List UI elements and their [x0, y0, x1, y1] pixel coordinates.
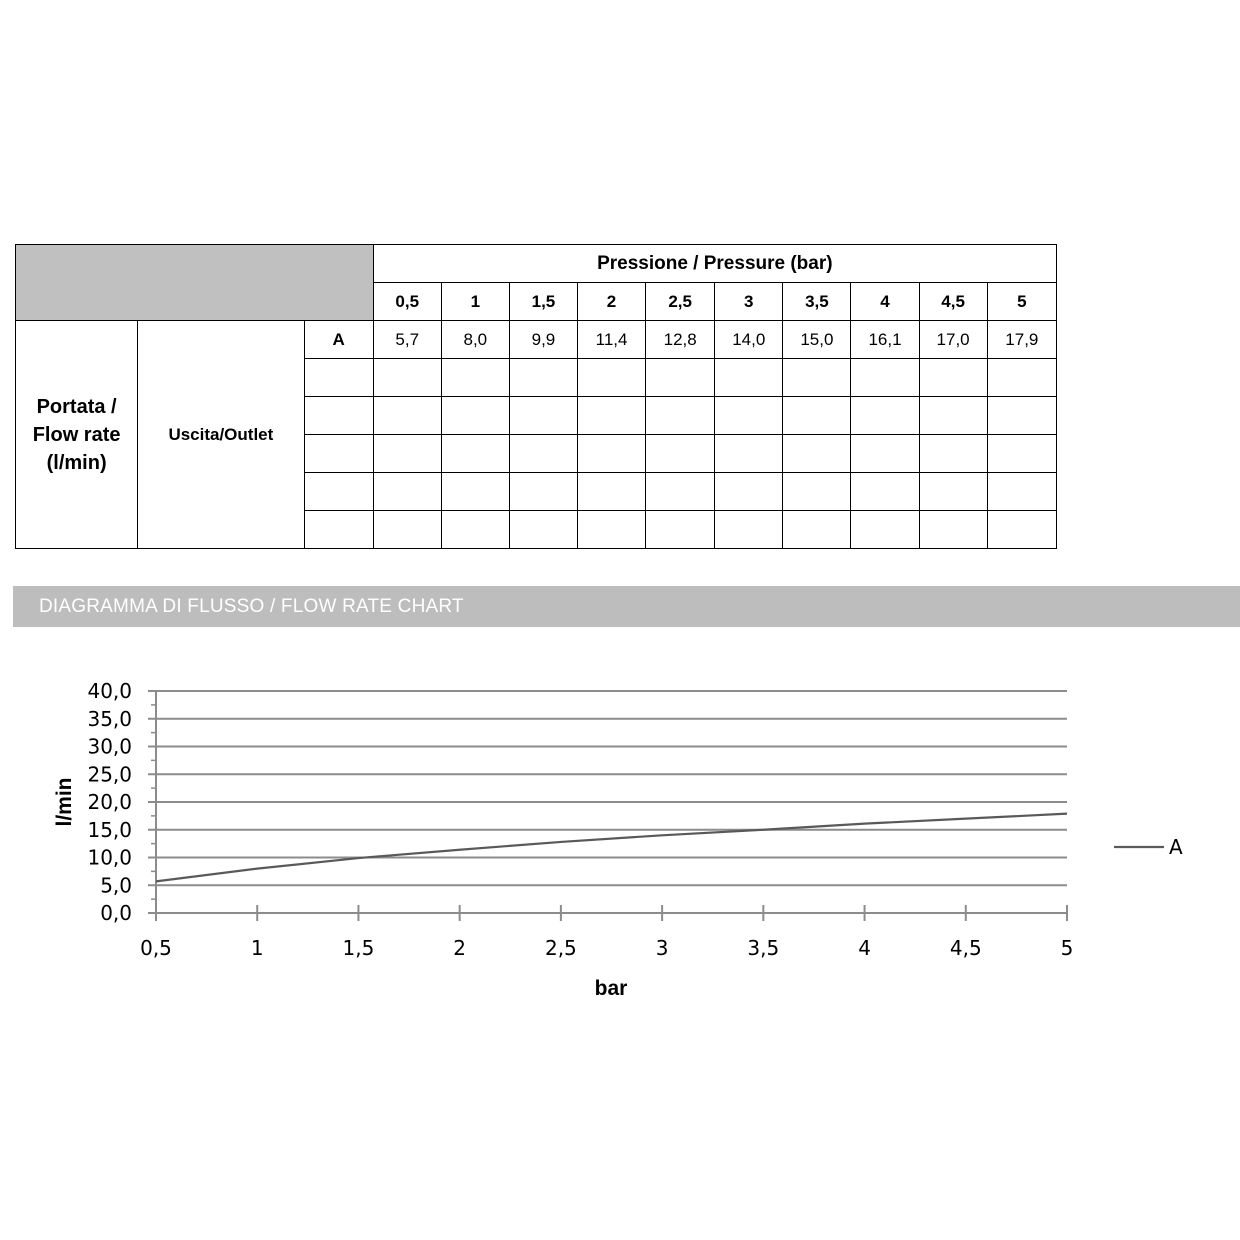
value-cell: 16,1 — [851, 321, 919, 359]
y-tick-label: 10,0 — [87, 845, 132, 870]
x-tick-label: 2,5 — [544, 936, 577, 960]
x-tick-label: 2 — [453, 936, 467, 960]
pressure-cell: 4 — [851, 283, 919, 321]
pressure-cell: 3,5 — [783, 283, 851, 321]
flow-rate-label-line: Portata / — [36, 395, 117, 418]
legend-label: A — [1169, 835, 1183, 859]
value-cell: 17,0 — [919, 321, 987, 359]
grid-lines — [156, 691, 1067, 885]
section-banner: DIAGRAMMA DI FLUSSO / FLOW RATE CHART — [13, 586, 1240, 627]
value-cell: 14,0 — [715, 321, 783, 359]
value-cell: 15,0 — [783, 321, 851, 359]
pressure-cell: 2 — [577, 283, 645, 321]
pressure-header: Pressione / Pressure (bar) — [373, 245, 1056, 283]
value-cell: 11,4 — [577, 321, 645, 359]
y-tick-label: 40,0 — [87, 679, 132, 703]
x-tick-label: 4,5 — [949, 936, 982, 960]
value-cell: 5,7 — [373, 321, 441, 359]
y-tick-label: 30,0 — [87, 734, 132, 759]
x-tick-label: 5 — [1060, 936, 1074, 960]
series-lines — [156, 814, 1067, 882]
value-cell: 8,0 — [441, 321, 509, 359]
x-tick-label: 1 — [250, 936, 264, 960]
x-tick-label: 4 — [858, 936, 871, 960]
flow-rate-label-line: (l/min) — [46, 451, 107, 474]
x-tick-label: 3,5 — [747, 936, 780, 960]
series-line-a — [156, 814, 1067, 882]
pressure-cell: 1,5 — [509, 283, 577, 321]
x-axis-title: bar — [594, 977, 628, 1000]
x-tick-label: 0,5 — [140, 936, 172, 960]
y-tick-label: 20,0 — [87, 790, 132, 814]
legend — [1114, 835, 1183, 859]
y-tick-label: 35,0 — [87, 706, 132, 731]
pressure-cell: 4,5 — [919, 283, 987, 321]
axes — [87, 679, 1073, 960]
pressure-cell: 5 — [987, 283, 1056, 321]
outlet-label: Uscita/Outlet — [138, 321, 304, 549]
pressure-cell: 1 — [441, 283, 509, 321]
value-cell: 9,9 — [509, 321, 577, 359]
pressure-cell: 0,5 — [373, 283, 441, 321]
y-tick-label: 25,0 — [87, 762, 132, 787]
series-label: A — [304, 321, 373, 359]
x-tick-label: 3 — [655, 936, 669, 960]
value-cell: 12,8 — [646, 321, 715, 359]
flow-rate-label-line: Flow rate — [32, 423, 121, 446]
y-tick-label: 0,0 — [100, 901, 132, 925]
pressure-cell: 3 — [715, 283, 783, 321]
y-axis-title: l/min — [53, 777, 76, 827]
value-cell: 17,9 — [987, 321, 1056, 359]
pressure-cell: 2,5 — [646, 283, 715, 321]
x-tick-label: 1,5 — [342, 936, 375, 960]
y-tick-label: 15,0 — [87, 817, 132, 842]
y-tick-label: 5,0 — [100, 873, 132, 898]
